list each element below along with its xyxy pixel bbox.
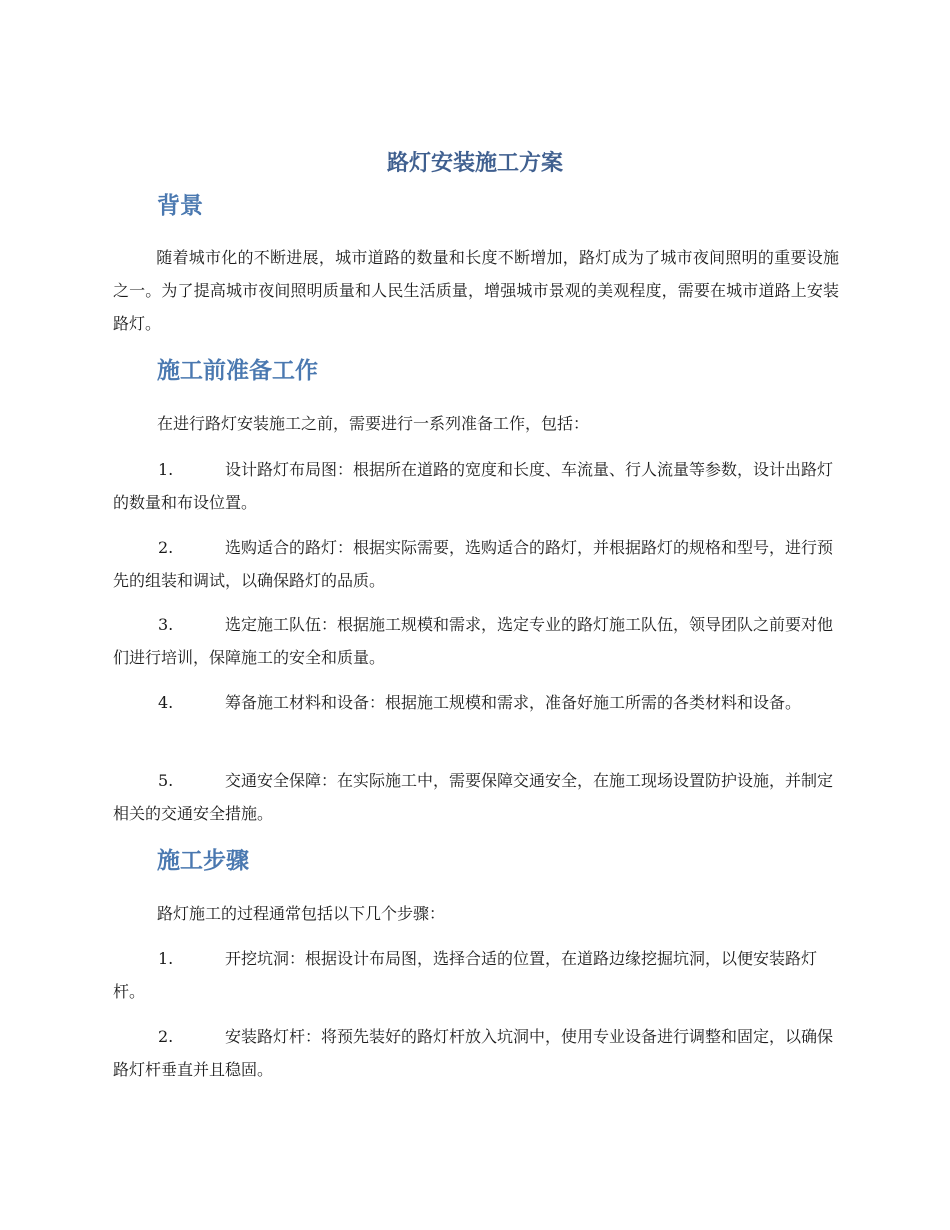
section-heading-background: 背景 bbox=[157, 193, 203, 219]
preparation-list-item-4 bbox=[113, 686, 839, 719]
list-text: 筹备施工材料和设备：根据施工规模和需求，准备好施工所需的各类材料和设备。 bbox=[225, 693, 802, 712]
list-text: 选购适合的路灯：根据实际需要，选购适合的路灯，并根据路灯的规格和型号，进行预先的组装和调试，以确保路灯的品质。 bbox=[113, 538, 834, 590]
list-number: 1. bbox=[158, 949, 174, 968]
list-number: 5. bbox=[158, 771, 174, 790]
list-number: 1. bbox=[158, 460, 174, 479]
list-number: 2. bbox=[158, 1027, 174, 1046]
list-number: 2. bbox=[158, 538, 174, 557]
section-heading-preparation: 施工前准备工作 bbox=[157, 358, 318, 384]
preparation-intro: 在进行路灯安装施工之前，需要进行一系列准备工作，包括： bbox=[157, 414, 590, 433]
background-paragraph: 随着城市化的不断进展，城市道路的数量和长度不断增加，路灯成为了城市夜间照明的重要设施之一。为了提高城市夜间照明质量和人民生活质量，增强城市景观的美观程度，需要在城市道路上安装路灯。 bbox=[113, 248, 839, 333]
steps-list-item-1 bbox=[113, 942, 839, 1008]
list-text: 安装路灯杆：将预先装好的路灯杆放入坑洞中，使用专业设备进行调整和固定，以确保路灯杆垂直并且稳固。 bbox=[113, 1027, 834, 1079]
list-text: 设计路灯布局图：根据所在道路的宽度和长度、车流量、行人流量等参数，设计出路灯的数量和布设位置。 bbox=[113, 460, 834, 512]
section-heading-steps: 施工步骤 bbox=[157, 848, 249, 874]
steps-intro: 路灯施工的过程通常包括以下几个步骤： bbox=[157, 904, 446, 923]
list-text: 交通安全保障：在实际施工中，需要保障交通安全，在施工现场设置防护设施，并制定相关的交通安全措施。 bbox=[113, 771, 834, 823]
preparation-list-item-2 bbox=[113, 531, 839, 597]
list-number: 3. bbox=[158, 615, 174, 634]
preparation-list-item-5 bbox=[113, 764, 839, 830]
list-text: 开挖坑洞：根据设计布局图，选择合适的位置，在道路边缘挖掘坑洞，以便安装路灯杆。 bbox=[113, 949, 818, 1001]
steps-list-item-2 bbox=[113, 1020, 839, 1086]
preparation-list-item-3 bbox=[113, 608, 839, 674]
list-text: 选定施工队伍：根据施工规模和需求，选定专业的路灯施工队伍，领导团队之前要对他们进行培训，保障施工的安全和质量。 bbox=[113, 615, 834, 667]
document-title: 路灯安装施工方案 bbox=[386, 151, 563, 176]
preparation-list-item-1 bbox=[113, 453, 839, 519]
list-number: 4. bbox=[158, 693, 174, 712]
